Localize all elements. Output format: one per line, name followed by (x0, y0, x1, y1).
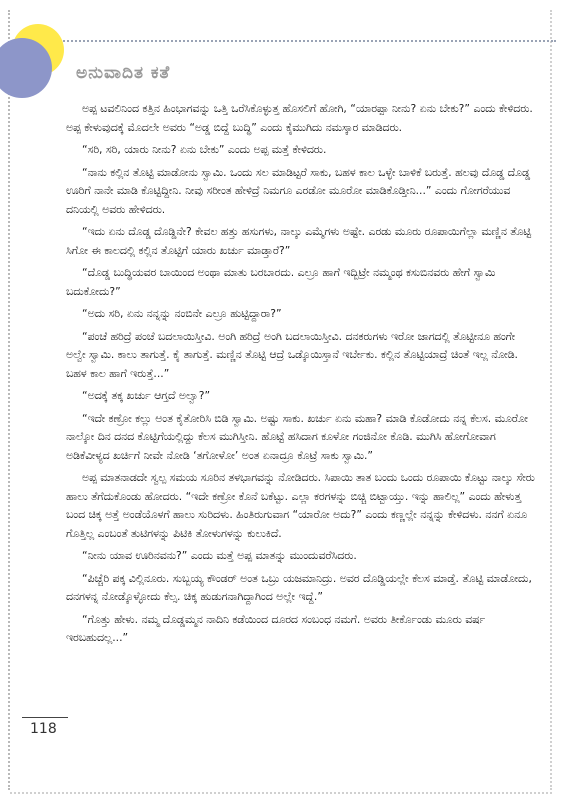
paragraph: “ಪಂಚೆ ಹರಿದ್ರೆ ಪಂಚೆ ಬದಲಾಯಿಸ್ತೀವಿ. ಅಂಗಿ ಹರಿದ್ರೆ ಅಂಗಿ ಬದಲಾಯಿಸ್ತೀವಿ. ದನಕರುಗಳು ಇರೋ ಜಾಗದಲ್ಲಿ ತೊಟ್ಟೀನೂ ಹಂಗೇ ಅಲ್ವೇ ಸ್ವಾಮಿ. ಕಾಲು ತಾಗುತ್ತೆ. ಕೈ ತಾಗುತ್ತೆ. ಮಣ್ಣಿನ ತೊಟ್ಟಿ ಆದ್ರೆ ಒಡ್ಕೊಯಿಸ್ತಾನೆ ಇರ್ಬೇಕು. ಕಲ್ಲಿನ ತೊಟ್ಟಿಯಾದ್ರೆ ಚಿಂತೆ ಇಲ್ಲ ನೋಡಿ. ಬಹಳ ಕಾಲ ಹಾಗೆ ಇರುತ್ತೆ...” (66, 329, 518, 380)
paragraph: “ದೊಡ್ಡ ಬುದ್ಧಿಯವರ ಬಾಯಿಂದ ಅಂಥಾ ಮಾತು ಬರಬಾರದು. ಎಲ್ರೂ ಹಾಗೆ ಇದ್ಬಿಟ್ರೇ ನಮ್ಮಂಥ ಕಸುಬಿನವರು ಹೇಗೆ ಸ್ವಾಮಿ ಬದುಕೋದು?” (66, 266, 496, 298)
section-title: ಅನುವಾದಿತ ಕತೆ (76, 63, 171, 83)
bottom-dotted-border (10, 792, 552, 794)
paragraph: “ಗೊತ್ತು ಹೇಳು. ನಮ್ಮ ದೊಡ್ಡಮ್ಮನ ನಾದಿನಿ ಕಡೆಯಿಂದ ದೂರದ ಸಂಬಂಧ ನಮಗೆ. ಅವರು ತೀರ್ಕೊಂಡು ಮೂರು ವರ್ಷ ಇರಬಹುದಲ್ಲ...” (66, 612, 486, 644)
story-text (66, 100, 536, 652)
paragraph: “ನಾನು ಕಲ್ಲಿನ ತೊಟ್ಟಿ ಮಾಡೋನು ಸ್ವಾಮಿ. ಒಂದು ಸಲ ಮಾಡಿಟ್ಟರೆ ಸಾಕು, ಬಹಳ ಕಾಲ ಒಳ್ಳೇ ಬಾಳಿಕೆ ಬರುತ್ತೆ. ಹಲವು ದೊಡ್ಡ ದೊಡ್ಡ ಊರಿಗೆ ನಾನೇ ಮಾಡಿ ಕೊಟ್ಟಿದ್ದೀನಿ. ನೀವು ಸರೀಂತ ಹೇಳಿದ್ರೆ ನಿಮಗೂ ಎರಡೋ ಮೂರೋ ಮಾಡಿಕೊಡ್ತೀನಿ...” ಎಂದು ಗೋಗರೆಯುವ ದನಿಯಲ್ಲಿ ಅವರು ಹೇಳಿದರು. (66, 165, 531, 216)
page-number: 118 (30, 721, 57, 737)
left-dotted-border (8, 10, 10, 790)
top-dotted-rule (60, 40, 556, 42)
paragraph: ಅಪ್ಪ ಟವಲಿನಿಂದ ಕತ್ತಿನ ಹಿಂಭಾಗವನ್ನು ಒತ್ತಿ ಒರೆಸಿಕೊಳ್ಳುತ್ತ ಹೊಸಲಿಗೆ ಹೋಗಿ, “ಯಾರಪ್ಪಾ ನೀನು? ಏನು ಬೇಕು?” ಎಂದು ಕೇಳಿದರು. ಅಪ್ಪ ಕೇಳುವುದಕ್ಕೆ ಮೊದಲೇ ಅವರು “ಅಡ್ಡ ಬಿದ್ದೆ ಬುದ್ಧಿ” ಎಂದು ಕೈಮುಗಿದು ನಮಸ್ಕಾರ ಮಾಡಿದರು. (66, 102, 533, 134)
right-dotted-border (550, 10, 552, 790)
paragraph: “ಇದು ಏನು ದೊಡ್ಡ ದೊಡ್ಡಿನೇ? ಕೇವಲ ಹತ್ತು ಹಸುಗಳು, ನಾಲ್ಕು ಎಮ್ಮೆಗಳು ಅಷ್ಟೇ. ಎರಡು ಮೂರು ರೂಪಾಯಿಗೆಲ್ಲಾ ಮಣ್ಣಿನ ತೊಟ್ಟಿ ಸಿಗೋ ಈ ಕಾಲದಲ್ಲಿ ಕಲ್ಲಿನ ತೊಟ್ಟಿಗೆ ಯಾರು ಖರ್ಚು ಮಾಡ್ತಾರೆ?” (66, 225, 532, 257)
paragraph: “ಅದು ಸರಿ, ಏನು ನನ್ನನ್ನು ನಂಬಿನೇ ಎಲ್ರೂ ಹುಟ್ಟಿದ್ದಾರಾ?” (82, 307, 282, 320)
paragraph: “ಅದಕ್ಕೆ ತಕ್ಕ ಖರ್ಚು ಆಗ್ತದೆ ಅಲ್ವಾ?” (82, 389, 211, 402)
paragraph: “ಪಿಚ್ಚೆರಿ ಪಕ್ಕ ವಿಲ್ಲಿನೂರು. ಸುಬ್ಬಯ್ಯ ಕೌಂಡರ್ ಅಂತ ಒಬ್ರು ಯಜಮಾನಿದ್ರು. ಅವರ ದೊಡ್ಡಿಯಲ್ಲೇ ಕೆಲಸ ಮಾಡ್ತೆ. ತೊಟ್ಟಿ ಮಾಡೋದು, ದನಗಳನ್ನ ನೋಡ್ಕೊಳ್ಳೋದು ಕೆಲ್ಸ. ಚಿಕ್ಕ ಹುಡುಗನಾಗಿದ್ದಾಗಿಂದ ಅಲ್ಲೇ ಇದ್ದೆ.” (66, 571, 532, 603)
paragraph: “ನೀನು ಯಾವ ಊರಿನವನು?” ಎಂದು ಮತ್ತೆ ಅಪ್ಪ ಮಾತನ್ನು ಮುಂದುವರೆಸಿದರು. (82, 549, 357, 562)
page-number-rule (22, 717, 68, 718)
paragraph: “ಸರಿ, ಸರಿ, ಯಾರು ನೀನು? ಏನು ಬೇಕು” ಎಂದು ಅಪ್ಪ ಮತ್ತೆ ಕೇಳಿದರು. (82, 143, 327, 156)
paragraph: ಅಪ್ಪ ಮಾತನಾಡದೇ ಸ್ವಲ್ಪ ಸಮಯ ಸೂರಿನ ತಳಭಾಗವನ್ನು ನೋಡಿದರು. ಸಿಪಾಯಿ ತಾತ ಬಂದು ಒಂದು ರೂಪಾಯಿ ಕೊಟ್ಟು ನಾಲ್ಕು ಸೇರು ಹಾಲು ತೆಗೆದುಕೊಂಡು ಹೋದರು. “ಇದೇ ಕಣ್ರೋ ಕೊನೆ ಬಕೆಟ್ಟು. ಎಲ್ಲಾ ಕರಗಳನ್ನು ಬಿಚ್ಚಿ ಬಿಟ್ಬಾಯ್ತು. ಇನ್ನು ಹಾಲಿಲ್ಲ” ಎಂದು ಹೇಳುತ್ತ ಬಂದ ಚಿಕ್ಕ ಅತ್ತೆ ಅಂಡೆಯೊಳಗೆ ಹಾಲು ಸುರಿದಳು. ಹಿಂತಿರುಗುವಾಗ “ಯಾರೋ ಅದು?” ಎಂದು ಕಣ್ಣಲ್ಲೇ ನನ್ನನ್ನು ಕೇಳಿದಳು. ನನಗೆ ಏನೂ ಗೊತ್ತಿಲ್ಲ ಎಂಬಂತೆ ತುಟಿಗಳನ್ನು ಪಿಟಿಕಿ ತೋಳುಗಳನ್ನು ಕುಲುಕಿದೆ. (66, 471, 535, 540)
paragraph: “ಇದೇ ಕಣ್ರೋ ಕಲ್ಲು ಅಂತ ಕೈತೋರಿಸಿ ಬಿಡಿ ಸ್ವಾಮಿ. ಅಷ್ಟು ಸಾಕು. ಖರ್ಚು ಏನು ಮಹಾ? ಮಾಡಿ ಕೊಡೋದು ನನ್ನ ಕೆಲಸ. ಮೂರೋ ನಾಲ್ಕೋ ದಿನ ದನದ ಕೊಟ್ಟಿಗೆಯಲ್ಲಿದ್ದು ಕೆಲಸ ಮುಗಿಸ್ತೀನಿ. ಹೊಟ್ಟೆ ಹಸಿದಾಗ ಕೂಳೋ ಗಂಜಿನೋ ಕೊಡಿ. ಮುಗಿಸಿ ಹೋಗೋವಾಗ ಅಡಿಕೆವೀಳ್ಯದ ಖರ್ಚಿಗೆ ನೀವೇ ನೋಡಿ ‘ತಗೋಳೋ’ ಅಂತ ಏನಾದ್ರೂ ಕೊಟ್ರೆ ಸಾಕು ಸ್ವಾಮಿ.” (66, 411, 528, 462)
